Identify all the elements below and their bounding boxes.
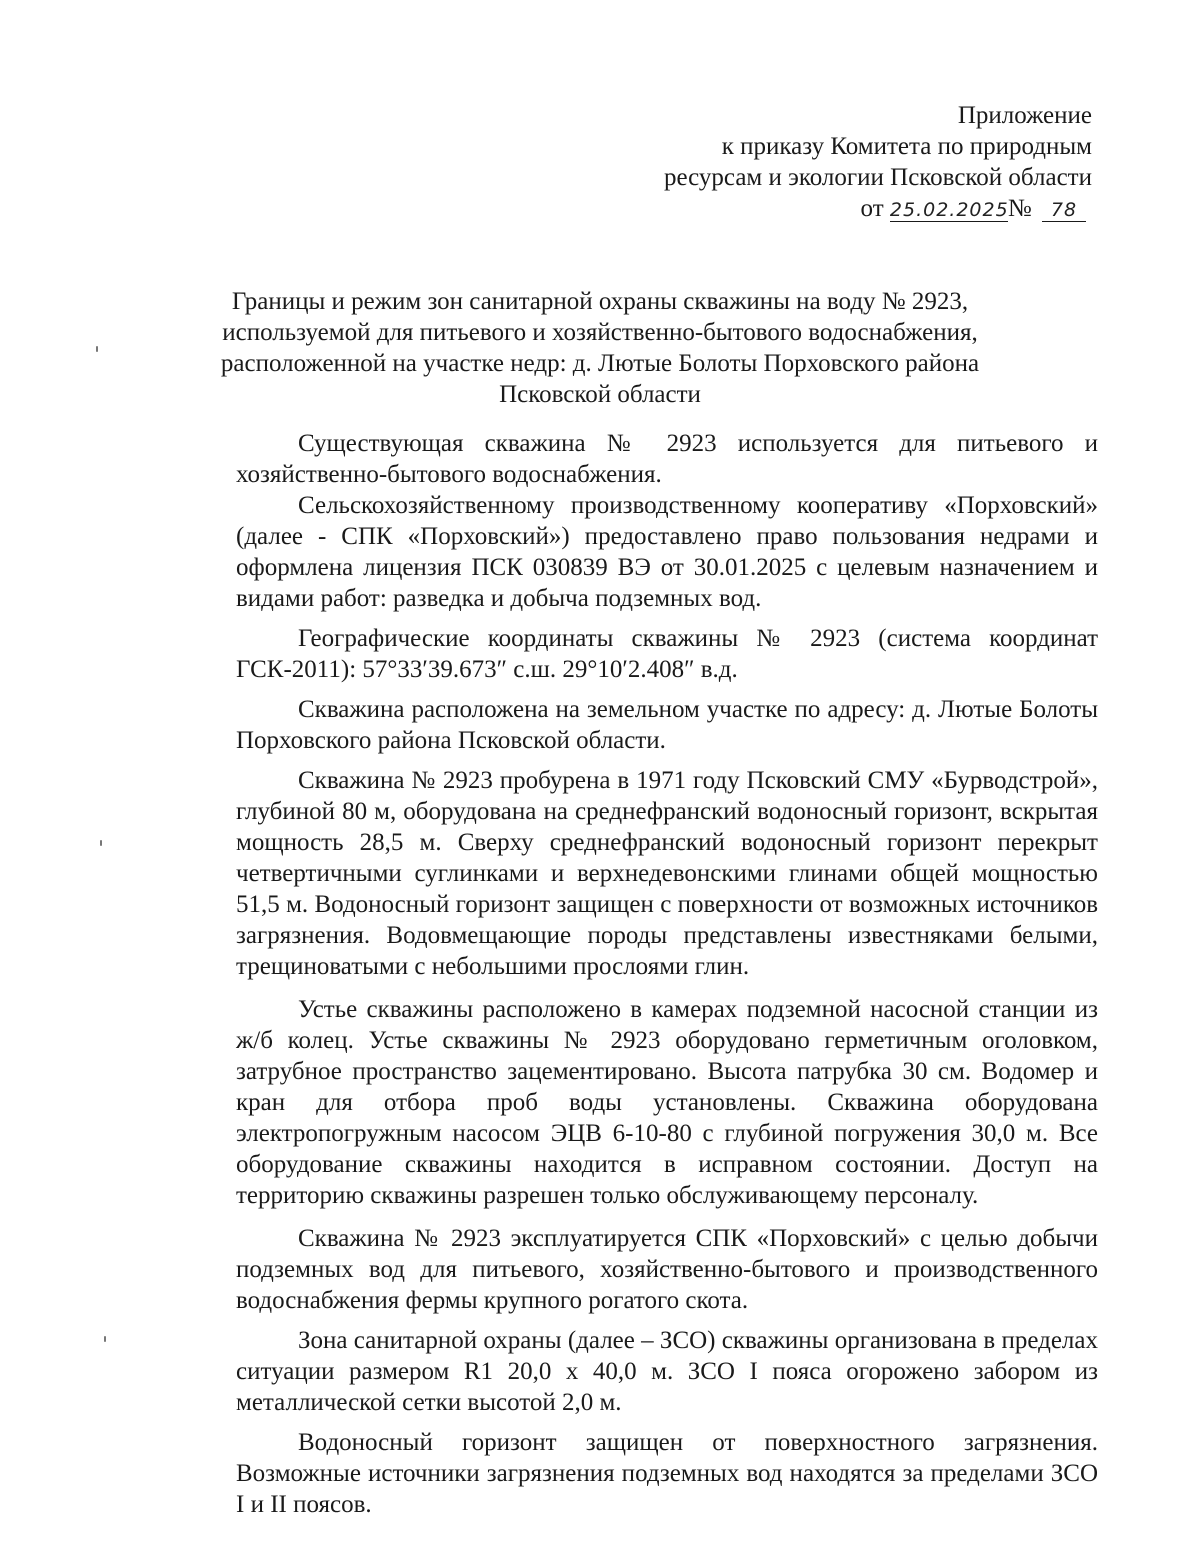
paragraph-drilling: Скважина № 2923 пробурена в 1971 году Псковский СМУ «Бурводстрой», глубиной 80 м, оборудована на среднефранский водоносный горизонт, вскрытая мощность 28,5 м. Сверху среднефранский водоносный горизонт перекрыт четвертичными суглинками и верхнедевонскими глинами общей мощностью 51,5 м. Водоносный горизонт защищен с поверхности от возможных источников загрязнения. Водовмещающие породы представлены известняками белыми, трещиноватыми с небольшими прослоями глин. bbox=[236, 767, 1098, 980]
appendix-order-ref: к приказу Комитета по природным bbox=[721, 133, 1092, 160]
date-prefix: от bbox=[860, 195, 884, 222]
number-prefix: № bbox=[1007, 195, 1032, 222]
paragraph-wellhead: Устье скважины расположено в камерах подземной насосной станции из ж/б колец. Устье скважины № 2923 оборудовано герметичным оголовком, затрубное пространство зацементировано. Высота патрубка 30 см. Водомер и кран для отбора проб воды установлены. Скважина оборудована электропогружным насосом ЭЦВ 6-10-80 с глубиной погружения 30,0 м. Все оборудование скважины находится в исправном состоянии. Доступ на территорию скважины разрешен только обслуживающему персоналу. bbox=[236, 996, 1098, 1209]
title-line: используемой для питьевого и хозяйственно-бытового водоснабжения, bbox=[222, 319, 978, 346]
appendix-label: Приложение bbox=[957, 102, 1092, 129]
handwritten-date: 25.02.2025 bbox=[889, 199, 1009, 221]
title-line: Псковской области bbox=[499, 381, 701, 408]
scan-speck bbox=[100, 840, 102, 846]
appendix-committee: ресурсам и экологии Псковской области bbox=[663, 164, 1092, 191]
paragraph-sanitary-zone: Зона санитарной охраны (далее – ЗСО) скважины организована в пределах ситуации размером R1 20,0 х 40,0 м. ЗСО I пояса огорожено забором из металлической сетки высотой 2,0 м. bbox=[236, 1327, 1098, 1416]
title-line: Границы и режим зон санитарной охраны скважины на воду № 2923, bbox=[231, 288, 969, 315]
paragraph-protection: Водоносный горизонт защищен от поверхностного загрязнения. Возможные источники загрязнения подземных вод находятся за пределами ЗСО I и II поясов. bbox=[236, 1429, 1098, 1518]
appendix-header bbox=[572, 100, 1092, 224]
paragraph-operation: Скважина № 2923 эксплуатируется СПК «Порховский» с целью добычи подземных вод для питьевого, хозяйственно-бытового и производственного водоснабжения фермы крупного рогатого скота. bbox=[236, 1225, 1098, 1314]
handwritten-number: 78 bbox=[1042, 199, 1086, 222]
document-body bbox=[236, 428, 1098, 1520]
appendix-date-line bbox=[572, 193, 1092, 224]
document-title bbox=[200, 286, 1000, 410]
title-line: расположенной на участке недр: д. Лютые Болоты Порховского района bbox=[220, 350, 980, 377]
paragraph-usage: Существующая скважина № 2923 используется для питьевого и хозяйственно-бытового водоснабжения. bbox=[236, 430, 1098, 488]
paragraph-coordinates: Географические координаты скважины № 2923 (система координат ГСК-2011): 57°33′39.673″ с.ш. 29°10′2.408″ в.д. bbox=[236, 625, 1098, 683]
paragraph-location: Скважина расположена на земельном участке по адресу: д. Лютые Болоты Порховского района Псковской области. bbox=[236, 696, 1098, 754]
scan-speck bbox=[96, 346, 98, 352]
paragraph-license: Сельскохозяйственному производственному кооперативу «Порховский» (далее - СПК «Порховский») предоставлено право пользования недрами и оформлена лицензия ПСК 030839 ВЭ от 30.01.2025 с целевым назначением и видами работ: разведка и добыча подземных вод. bbox=[236, 492, 1098, 612]
scan-speck bbox=[104, 1336, 106, 1342]
